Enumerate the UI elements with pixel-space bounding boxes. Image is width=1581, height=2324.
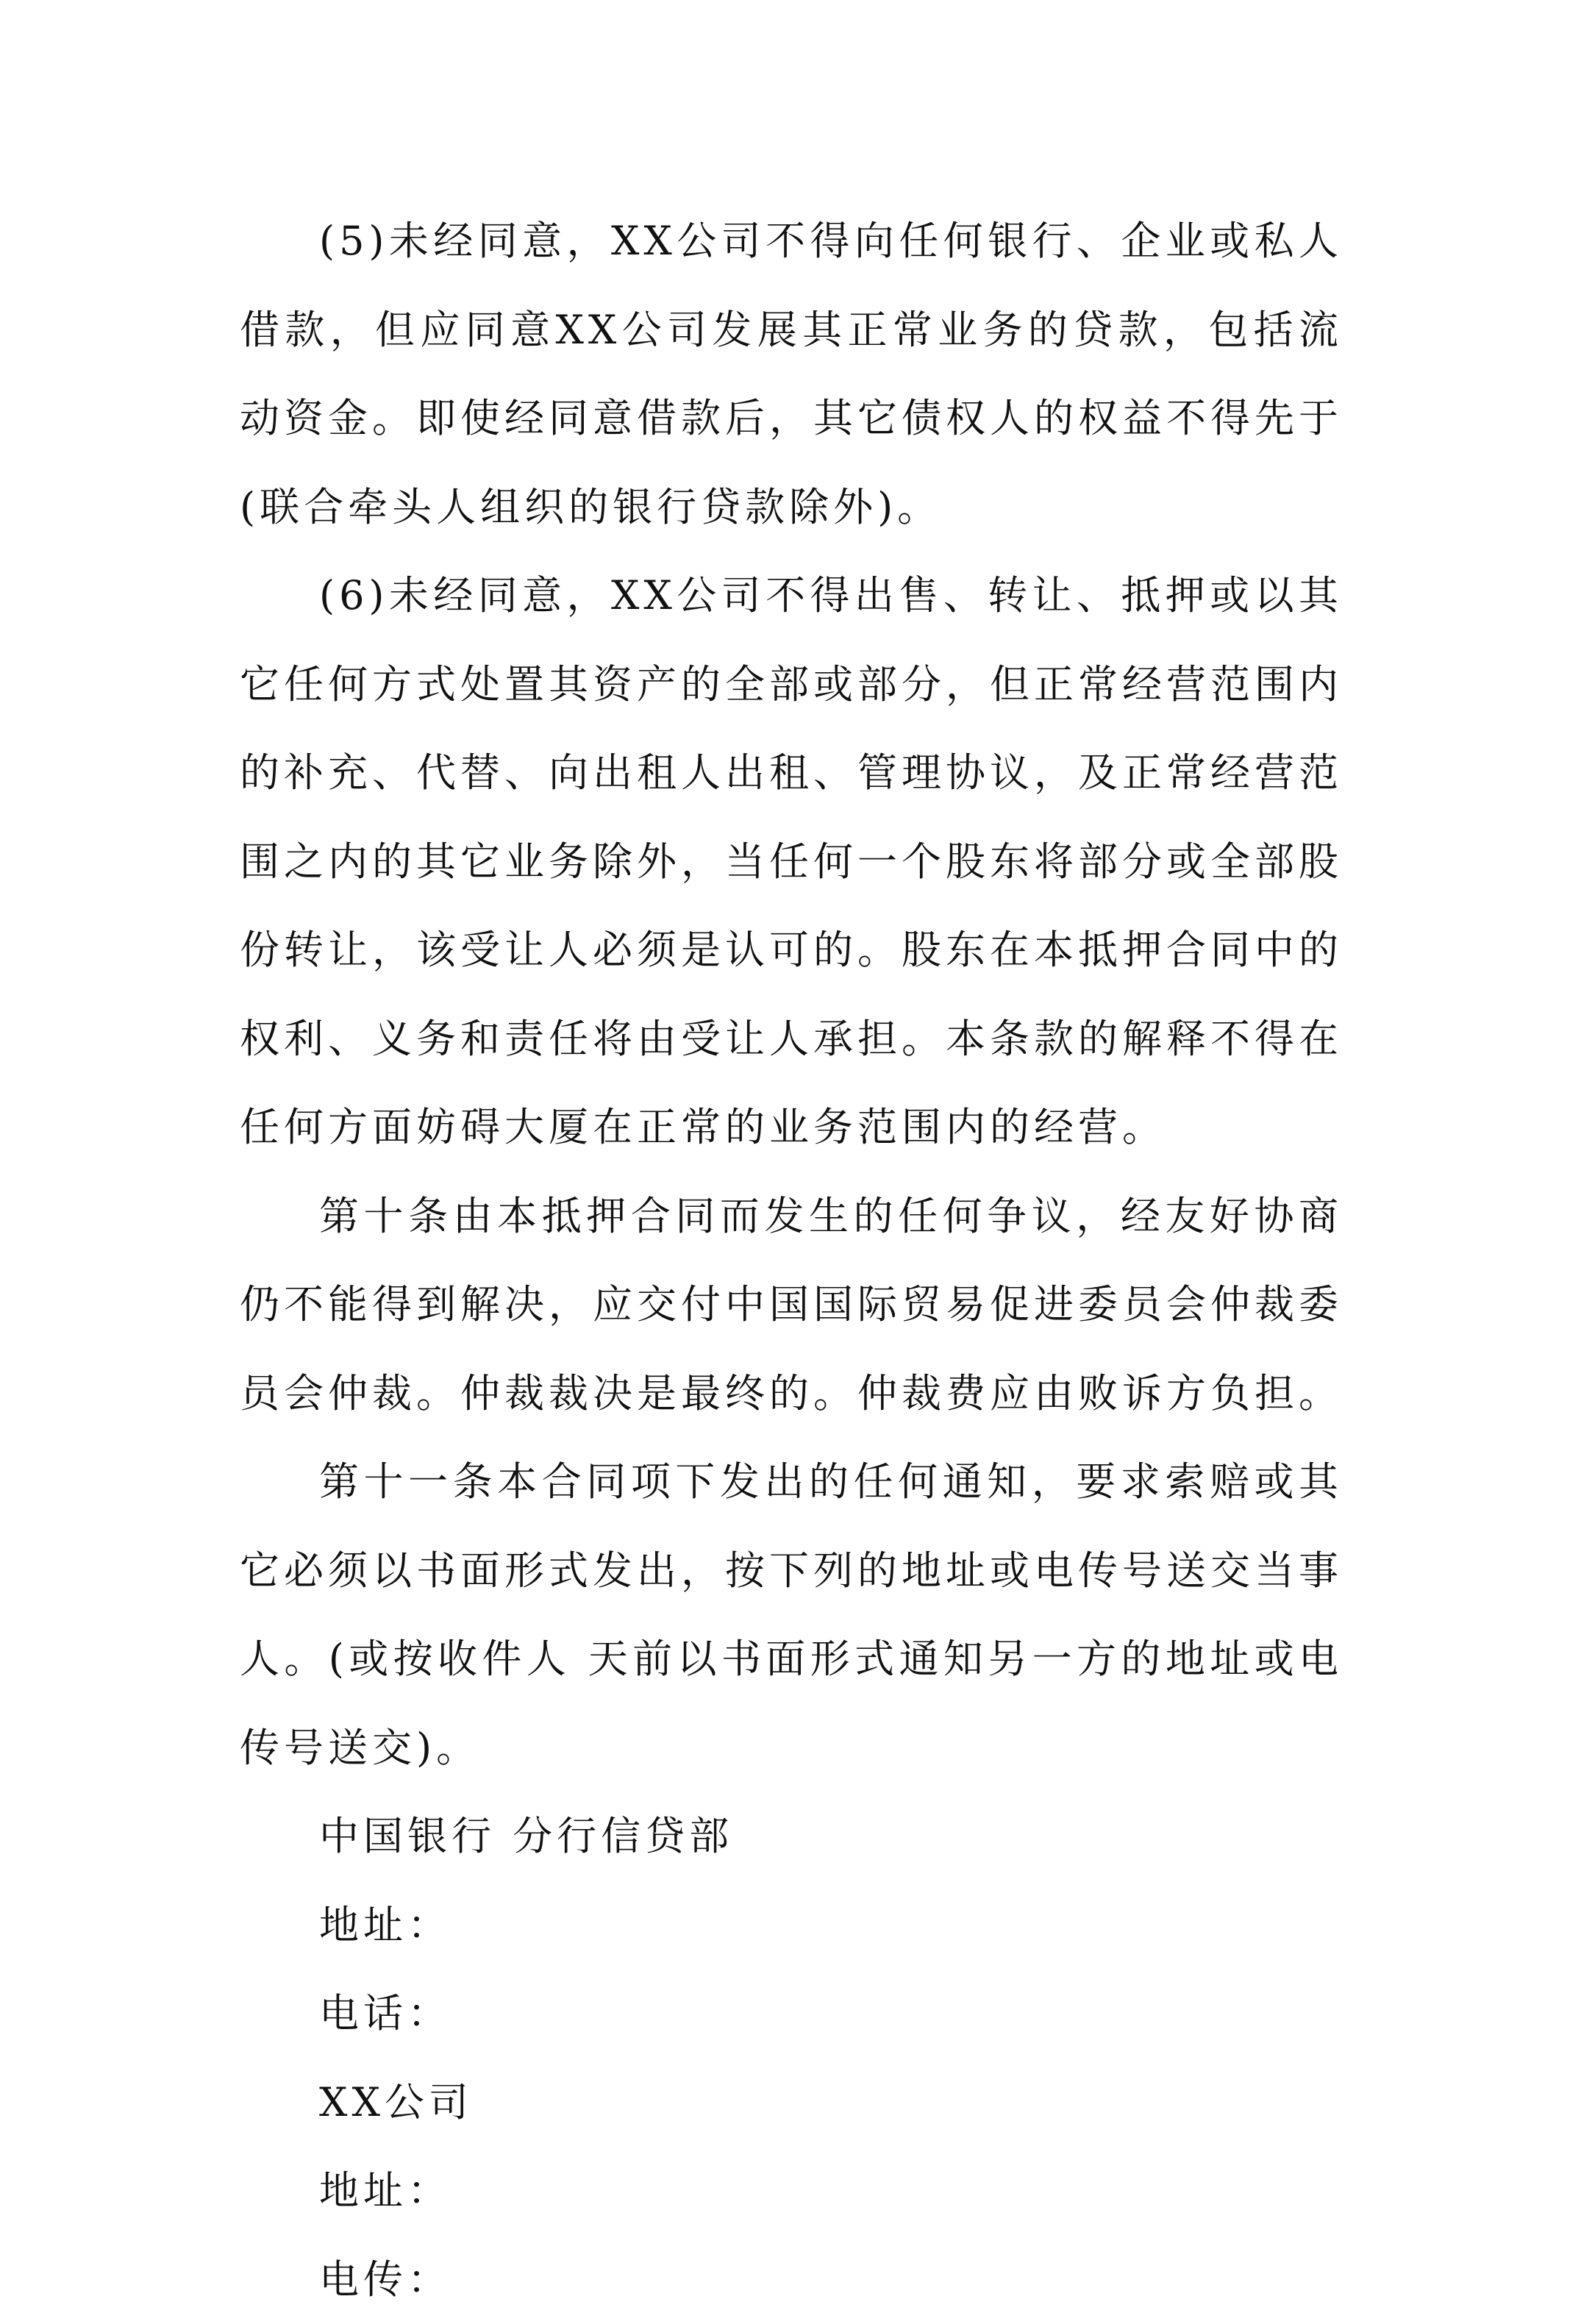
bank-name: 中国银行 分行信贷部 <box>240 1792 1343 1881</box>
article-10-paragraph: 第十条由本抵押合同而发生的任何争议，经友好协商仍不能得到解决，应交付中国国际贸易促进委员会仲裁委员会仲裁。仲裁裁决是最终的。仲裁费应由败诉方负担。 <box>240 1172 1343 1439</box>
bank-phone-label: 电话： <box>240 1970 1343 2059</box>
company-telex-label: 电传： <box>240 2236 1343 2324</box>
clause-5-paragraph: (5)未经同意，XX公司不得向任何银行、企业或私人借款，但应同意XX公司发展其正常业务的贷款，包括流动资金。即使经同意借款后，其它债权人的权益不得先于(联合牵头人组织的银行贷款除外)。 <box>240 197 1343 552</box>
company-name: XX公司 <box>240 2059 1343 2147</box>
bank-address-label: 地址： <box>240 1881 1343 1970</box>
company-address-label: 地址： <box>240 2147 1343 2236</box>
article-11-paragraph: 第十一条本合同项下发出的任何通知，要求索赔或其它必须以书面形式发出，按下列的地址或电传号送交当事人。(或按收件人 天前以书面形式通知另一方的地址或电传号送交)。 <box>240 1438 1343 1792</box>
document-body <box>240 197 1343 2324</box>
clause-6-paragraph: (6)未经同意，XX公司不得出售、转让、抵押或以其它任何方式处置其资产的全部或部分，但正常经营范围内的补充、代替、向出租人出租、管理协议，及正常经营范围之内的其它业务除外，当任何一个股东将部分或全部股份转让，该受让人必须是认可的。股东在本抵押合同中的权利、义务和责任将由受让人承担。本条款的解释不得在任何方面妨碍大厦在正常的业务范围内的经营。 <box>240 552 1343 1172</box>
